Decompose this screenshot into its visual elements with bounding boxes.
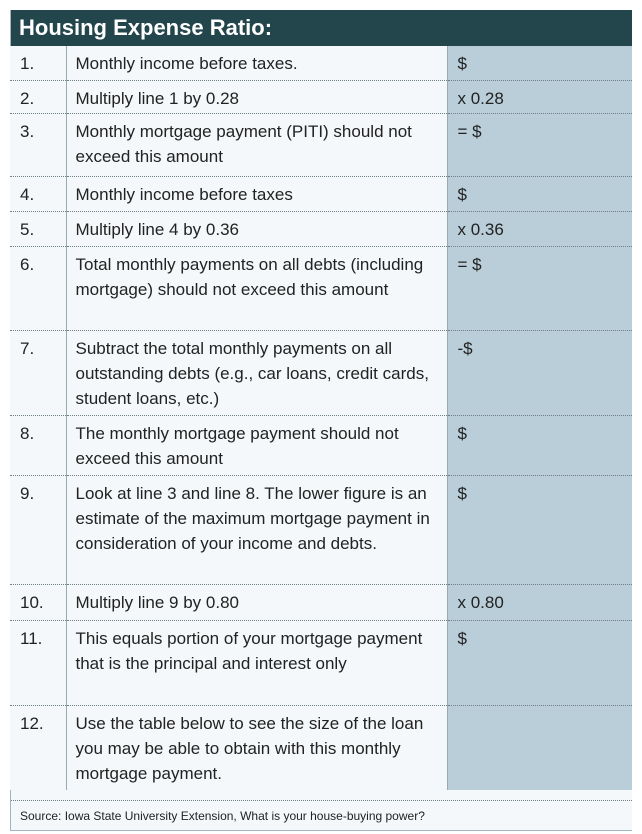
- line-description: Monthly income before taxes.: [66, 46, 447, 80]
- line-number: 6.: [10, 246, 66, 330]
- line-value[interactable]: x 0.28: [447, 80, 632, 113]
- line-description: Subtract the total monthly payments on all outstanding debts (e.g., car loans, credit cards, student loans, etc.): [66, 330, 447, 415]
- line-value[interactable]: $: [447, 620, 632, 705]
- line-value[interactable]: $: [447, 46, 632, 80]
- table-row: [10, 113, 632, 176]
- line-value[interactable]: $: [447, 176, 632, 211]
- line-description: Monthly income before taxes: [66, 176, 447, 211]
- line-value[interactable]: x 0.36: [447, 211, 632, 246]
- table-row: [10, 620, 632, 705]
- line-number: 2.: [10, 80, 66, 113]
- source-note: Source: Iowa State University Extension, What is your house-buying power?: [11, 800, 632, 830]
- line-number: 10.: [10, 584, 66, 620]
- line-value[interactable]: = $: [447, 113, 632, 176]
- table-row: [10, 584, 632, 620]
- housing-expense-worksheet: [10, 10, 632, 831]
- table-row: [10, 176, 632, 211]
- line-value[interactable]: -$: [447, 330, 632, 415]
- line-value[interactable]: = $: [447, 246, 632, 330]
- line-number: 5.: [10, 211, 66, 246]
- table-row: [10, 246, 632, 330]
- line-number: 1.: [10, 46, 66, 80]
- line-description: Use the table below to see the size of the loan you may be able to obtain with this monthly mortgage payment.: [66, 705, 447, 790]
- table-row: [10, 415, 632, 475]
- table-row: [10, 475, 632, 584]
- line-number: 9.: [10, 475, 66, 584]
- line-value[interactable]: x 0.80: [447, 584, 632, 620]
- line-number: 12.: [10, 705, 66, 790]
- line-value[interactable]: $: [447, 415, 632, 475]
- table-row: [10, 330, 632, 415]
- table-row: [10, 705, 632, 790]
- line-description: This equals portion of your mortgage payment that is the principal and interest only: [66, 620, 447, 705]
- line-description: The monthly mortgage payment should not exceed this amount: [66, 415, 447, 475]
- line-number: 4.: [10, 176, 66, 211]
- line-description: Look at line 3 and line 8. The lower figure is an estimate of the maximum mortgage payment in consideration of your income and debts.: [66, 475, 447, 584]
- table-row: [10, 80, 632, 113]
- ratio-table: [10, 46, 632, 790]
- line-description: Multiply line 9 by 0.80: [66, 584, 447, 620]
- line-number: 8.: [10, 415, 66, 475]
- line-description: Total monthly payments on all debts (including mortgage) should not exceed this amount: [66, 246, 447, 330]
- line-description: Monthly mortgage payment (PITI) should not exceed this amount: [66, 113, 447, 176]
- line-description: Multiply line 4 by 0.36: [66, 211, 447, 246]
- worksheet-title: Housing Expense Ratio:: [11, 10, 632, 46]
- line-description: Multiply line 1 by 0.28: [66, 80, 447, 113]
- table-row: [10, 46, 632, 80]
- line-number: 11.: [10, 620, 66, 705]
- line-number: 7.: [10, 330, 66, 415]
- line-number: 3.: [10, 113, 66, 176]
- table-row: [10, 211, 632, 246]
- line-value[interactable]: [447, 705, 632, 790]
- line-value[interactable]: $: [447, 475, 632, 584]
